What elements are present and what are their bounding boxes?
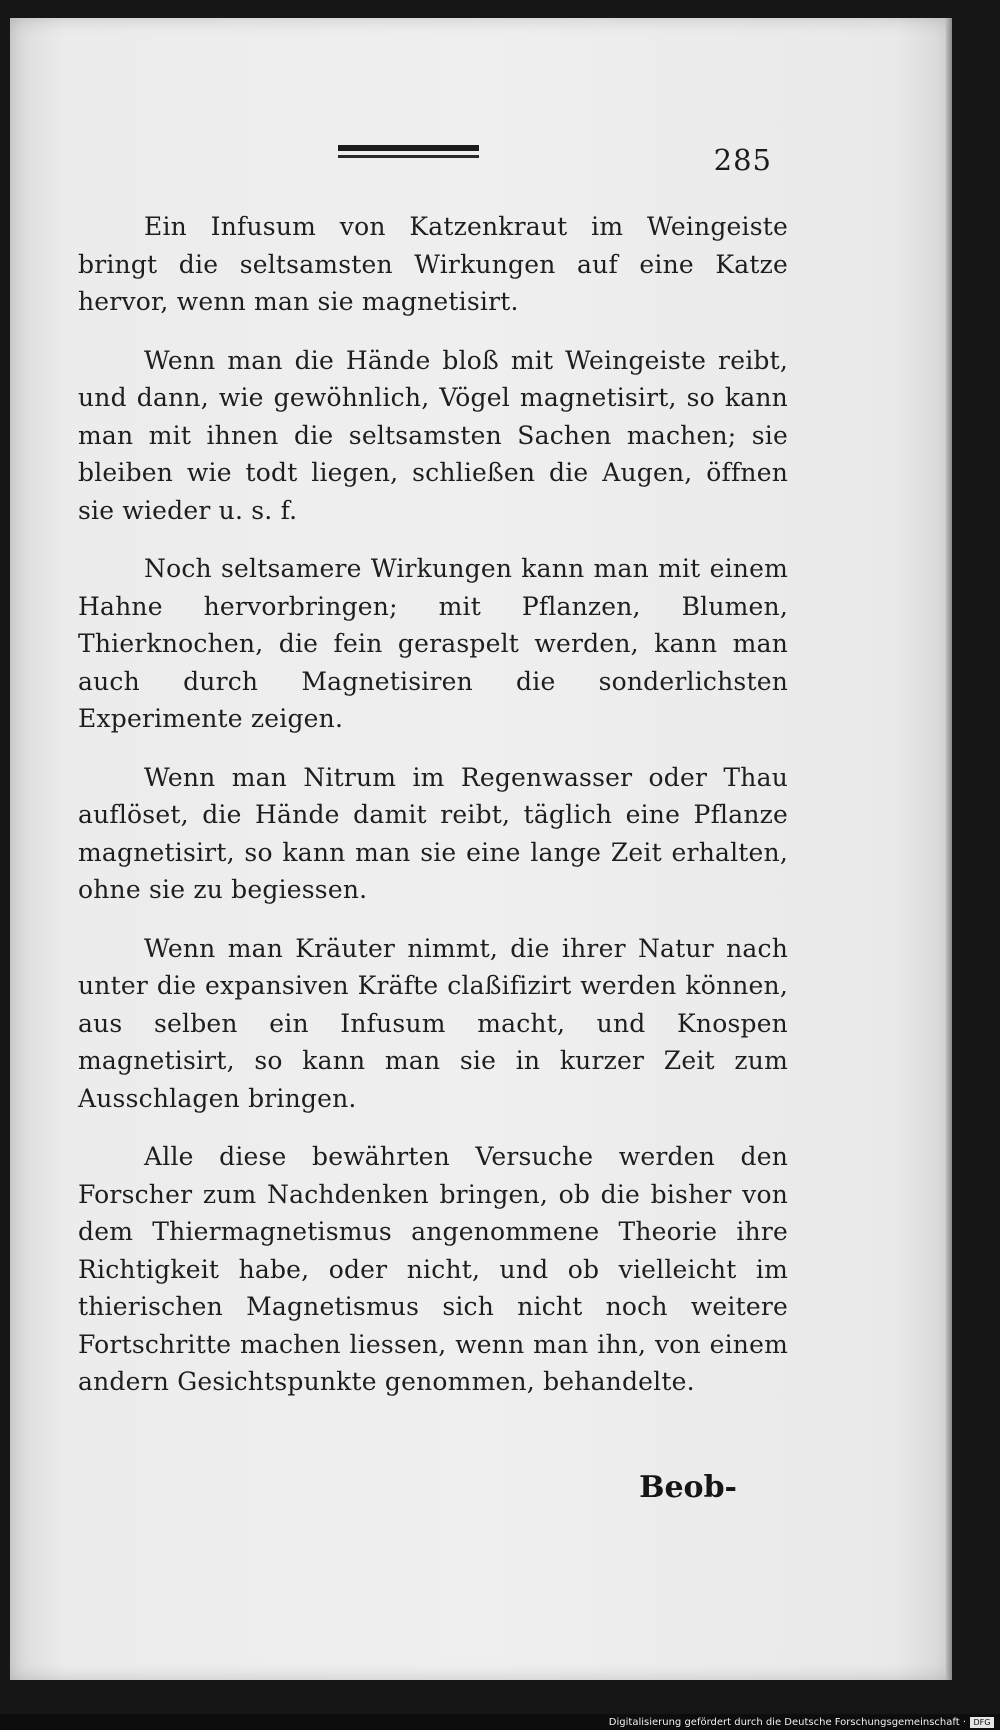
paragraph: Noch seltsamere Wirkungen kann man mit einem Hahne hervorbringen; mit Pflanzen, Blumen, Thierknochen, die fein geraspelt werden, kann man auch durch Magnetisiren die sonderlichsten Experimente zeigen. — [78, 554, 788, 733]
footer-credit: Digitalisierung gefördert durch die Deutsche Forschungsgemeinschaft · — [608, 1717, 966, 1728]
paragraph: Ein Infusum von Katzenkraut im Weingeiste bringt die seltsamsten Wirkungen auf eine Katze hervor, wenn man sie magnetisirt. — [78, 212, 788, 316]
catchword: Beob- — [639, 1470, 737, 1505]
paragraph: Wenn man die Hände bloß mit Weingeiste reibt, und dann, wie gewöhnlich, Vögel magnetisirt, so kann man mit ihnen die seltsamsten Sachen machen; sie bleiben wie todt liegen, schließen die Augen, öffnen sie wieder u. s. f. — [78, 345, 788, 525]
header-rule — [338, 145, 479, 158]
page-edge — [946, 18, 952, 1680]
body-text — [78, 208, 788, 1422]
dfg-logo-icon: DFG — [970, 1717, 994, 1728]
paragraph: Alle diese bewährten Versuche werden den Forscher zum Nachdenken bringen, ob die bisher von dem Thiermagnetismus angenommene Theorie ihre Richtigkeit habe, oder nicht, und ob vielleicht im thierischen Magnetismus sich nicht noch weitere Fortschritte machen liessen, wenn man ihn, von einem andern Gesichtspunkte genommen, behandelte. — [78, 1142, 788, 1396]
paragraph: Wenn man Kräuter nimmt, die ihrer Natur nach unter die expansiven Kräfte claßifizirt werden können, aus selben ein Infusum macht, und Knospen magnetisirt, so kann man sie in kurzer Zeit zum Ausschlagen bringen. — [78, 933, 788, 1113]
book-page — [10, 18, 952, 1680]
header-rule-thin — [338, 155, 479, 158]
page-number: 285 — [713, 143, 772, 177]
footer-bar — [0, 1714, 1000, 1730]
paragraph: Wenn man Nitrum im Regenwasser oder Thau auflöset, die Hände damit reibt, täglich eine Pflanze magnetisirt, so kann man sie eine lange Zeit erhalten, ohne sie zu begiessen. — [78, 762, 788, 904]
